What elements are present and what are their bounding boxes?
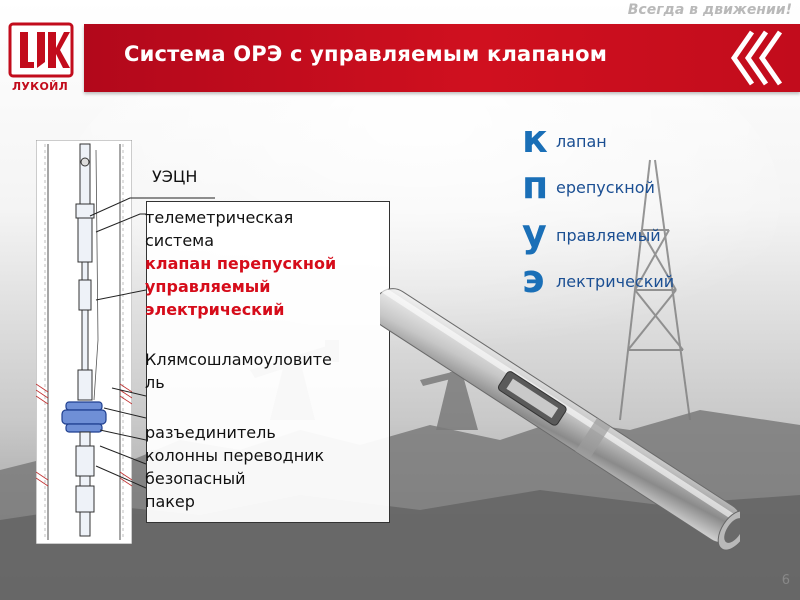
callout-safe: безопасный — [145, 469, 246, 488]
acronym-word: лапан — [556, 132, 607, 151]
acronym-letter: э — [522, 257, 545, 301]
callout-electric: электрический — [145, 300, 285, 319]
page-number: 6 — [781, 573, 790, 588]
callout-adapter: колонны переводник — [145, 446, 325, 465]
slide-title: Система ОРЭ с управляемым клапаном — [124, 42, 608, 66]
lukoil-logo-icon — [8, 22, 74, 78]
tagline: Всегда в движении! — [627, 2, 792, 18]
acronym-letter: п — [522, 163, 549, 207]
acronym-word: правляемый — [556, 226, 661, 245]
acronym-word: лектрический — [556, 272, 675, 291]
callout-box — [146, 201, 390, 523]
callout-disconnector: разъединитель — [145, 423, 276, 442]
callout-packer: пакер — [145, 492, 195, 511]
logo-wordmark: ЛУКОЙЛ — [11, 80, 69, 93]
pipe-tool-photo — [380, 280, 740, 560]
callout-system: система — [145, 231, 215, 250]
callout-sludge-catcher-end: ль — [145, 373, 165, 392]
acronym-word: ерепускной — [556, 178, 655, 197]
callout-valve: клапан перепускной — [145, 254, 337, 273]
acronym-letter: к — [522, 117, 548, 161]
callout-controlled: управляемый — [145, 277, 271, 296]
callout-telemetry: телеметрическая — [145, 208, 294, 227]
label-uecn: УЭЦН — [152, 167, 198, 186]
acronym-letter: у — [522, 211, 547, 255]
well-scheme — [36, 140, 132, 544]
chevron-stripes-icon — [722, 26, 792, 90]
callout-sludge-catcher: Клямсошламоуловите — [145, 350, 332, 369]
